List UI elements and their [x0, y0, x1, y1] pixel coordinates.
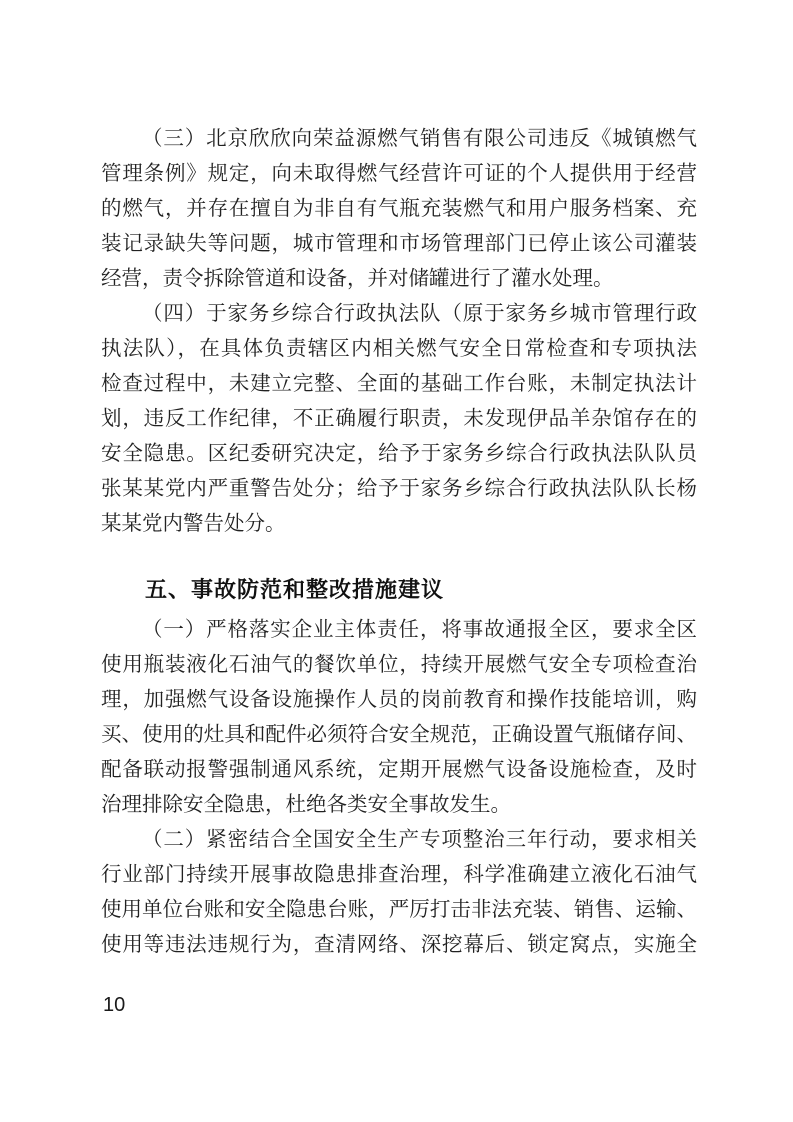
text-line: 买、使用的灶具和配件必须符合安全规范，正确设置气瓶储存间、 — [101, 724, 697, 746]
text-line: 使用等违法违规行为，查清网络、深挖幕后、锁定窝点，实施全 — [101, 934, 697, 956]
text-line: 检查过程中，未建立完整、全面的基础工作台账，未制定执法计 — [101, 373, 697, 395]
text-line: 行业部门持续开展事故隐患排查治理，科学准确建立液化石油气 — [101, 864, 697, 886]
text-line: （四）于家务乡综合行政执法队（原于家务乡城市管理行政 — [142, 303, 697, 325]
paragraph-1 — [101, 613, 697, 823]
text-line: 使用单位台账和安全隐患台账，严厉打击非法充装、销售、运输、 — [101, 899, 697, 921]
paragraph-2 — [101, 823, 697, 963]
text-line: 经营，责令拆除管道和设备，并对储罐进行了灌水处理。 — [101, 268, 614, 290]
text-line: （一）严格落实企业主体责任，将事故通报全区，要求全区 — [142, 619, 697, 641]
document-body — [101, 122, 697, 963]
text-line: 理，加强燃气设备设施操作人员的岗前教育和操作技能培训，购 — [101, 689, 697, 711]
text-line: 配备联动报警强制通风系统，定期开展燃气设备设施检查，及时 — [101, 759, 697, 781]
text-line: 张某某党内严重警告处分；给予于家务乡综合行政执法队队长杨 — [101, 478, 697, 500]
text-line: 使用瓶装液化石油气的餐饮单位，持续开展燃气安全专项检查治 — [101, 654, 697, 676]
section-heading: 五、事故防范和整改措施建议 — [145, 577, 445, 602]
text-line: 划，违反工作纪律，不正确履行职责，未发现伊品羊杂馆存在的 — [101, 408, 697, 430]
paragraph-4 — [101, 297, 697, 542]
text-line: （三）北京欣欣向荣益源燃气销售有限公司违反《城镇燃气 — [142, 128, 697, 150]
text-line: 的燃气，并存在擅自为非自有气瓶充装燃气和用户服务档案、充 — [101, 198, 697, 220]
text-line: 装记录缺失等问题，城市管理和市场管理部门已停止该公司灌装 — [101, 233, 697, 255]
text-line: 执法队），在具体负责辖区内相关燃气安全日常检查和专项执法 — [101, 338, 697, 360]
text-line: 某某党内警告处分。 — [101, 513, 286, 535]
text-line: 治理排除安全隐患，杜绝各类安全事故发生。 — [101, 794, 511, 816]
text-line: 管理条例》规定，向未取得燃气经营许可证的个人提供用于经营 — [101, 163, 697, 185]
page-number: 10 — [103, 994, 126, 1016]
text-line: （二）紧密结合全国安全生产专项整治三年行动，要求相关 — [142, 829, 697, 851]
paragraph-3 — [101, 122, 697, 297]
text-line: 安全隐患。区纪委研究决定，给予于家务乡综合行政执法队队员 — [101, 443, 697, 465]
